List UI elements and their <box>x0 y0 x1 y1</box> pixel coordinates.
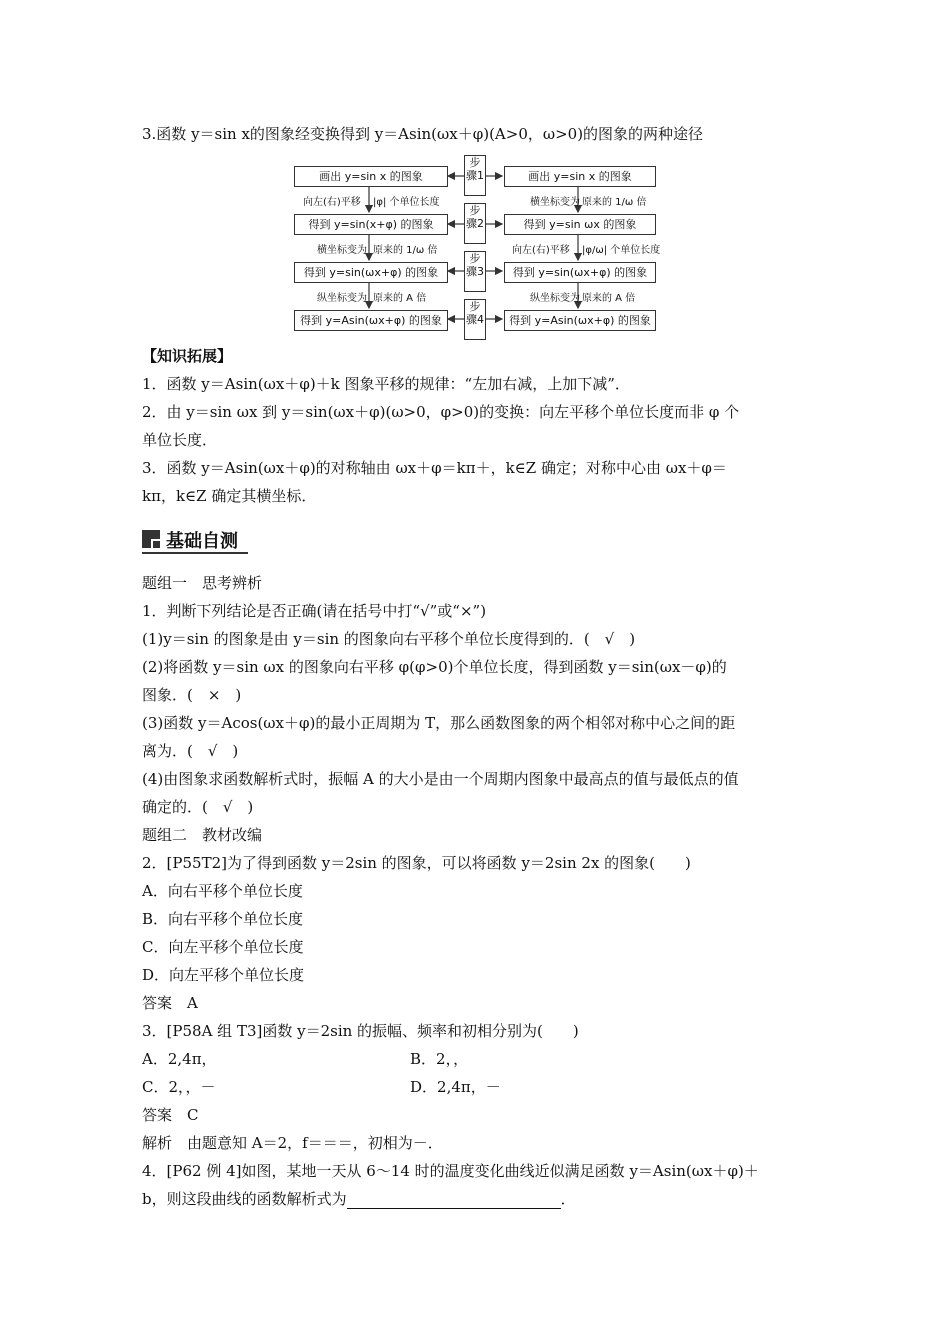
q3-option-c: C．2，，－ <box>142 1078 216 1096</box>
q3-analysis: 解析 由题意知 A＝2，f＝＝＝，初相为－． <box>142 1134 443 1152</box>
q3-option-d: D．2,4π，－ <box>410 1078 501 1096</box>
q4-stem-b <box>142 1189 576 1209</box>
q2-option-a: A．向右平移个单位长度 <box>142 882 303 900</box>
right-arrow-3-a: 纵坐标变为 <box>530 293 580 304</box>
step-4: 步骤4 <box>464 299 486 340</box>
right-box-2: 得到 y=sin ωx 的图象 <box>504 214 656 235</box>
right-arrow-2-b: |φ/ω| 个单位长度 <box>582 245 661 256</box>
left-box-3: 得到 y=sin(ωx+φ) 的图象 <box>294 262 448 283</box>
left-arrow-3-b: 原来的 A 倍 <box>373 293 427 304</box>
left-box-2: 得到 y=sin(x+φ) 的图象 <box>294 214 448 235</box>
q2-answer: 答案 A <box>142 994 198 1012</box>
q1-stem: 1．判断下列结论是否正确(请在括号中打“√”或“×”) <box>142 602 487 620</box>
ext-line-3b: kπ，k∈Z 确定其横坐标． <box>142 487 317 505</box>
section-title: 基础自测 <box>166 531 238 552</box>
ext-line-2b: 单位长度． <box>142 431 218 449</box>
left-arrow-1-a: 向左(右)平移 <box>303 197 361 208</box>
ext-title: 【知识拓展】 <box>142 347 233 365</box>
q4-stem-a: 4．[P62 例 4]如图，某地一天从 6～14 时的温度变化曲线近似满足函数 y＝Asin(ωx＋φ)＋ <box>142 1162 759 1180</box>
q1-item-2b: 图象．( × ) <box>142 686 242 704</box>
q1-item-4a: (4)由图象求函数解析式时，振幅 A 的大小是由一个周期内图象中最高点的值与最低点的值 <box>142 770 739 788</box>
group2-title: 题组二 教材改编 <box>142 826 263 844</box>
left-arrow-2-b: 原来的 1/ω 倍 <box>373 245 438 256</box>
q4-answer-blank[interactable] <box>347 1193 561 1209</box>
q3-answer: 答案 C <box>142 1106 199 1124</box>
left-arrow-2-a: 横坐标变为 <box>317 245 367 256</box>
step-2: 步骤2 <box>464 203 486 244</box>
heading-3: 3.函数 y＝sin x的图象经变换得到 y＝Asin(ωx＋φ)(A>0，ω>0)的图象的两种途径 <box>142 125 704 143</box>
step-1: 步骤1 <box>464 155 486 196</box>
left-arrow-3-a: 纵坐标变为 <box>317 293 367 304</box>
q2-stem: 2．[P55T2]为了得到函数 y＝2sin 的图象，可以将函数 y＝2sin 2x 的图象( ) <box>142 854 691 872</box>
ext-line-3a: 3．函数 y＝Asin(ωx＋φ)的对称轴由 ωx＋φ＝kπ＋，k∈Z 确定；对称中心由 ωx＋φ＝ <box>142 459 727 477</box>
left-box-1: 画出 y=sin x 的图象 <box>294 166 448 187</box>
q1-item-1: (1)y＝sin 的图象是由 y＝sin 的图象向右平移个单位长度得到的．( √ ) <box>142 630 636 648</box>
group1-title: 题组一 思考辨析 <box>142 574 263 592</box>
section-icon-inner <box>153 541 160 548</box>
q1-item-3b: 离为．( √ ) <box>142 742 239 760</box>
q4-stem-b-text: b，则这段曲线的函数解析式为 <box>142 1190 347 1208</box>
q3-option-b: B．2，， <box>410 1050 469 1068</box>
left-arrow-1-b: |φ| 个单位长度 <box>373 197 440 208</box>
right-arrow-1-a: 横坐标变为 <box>530 197 580 208</box>
q3-option-a: A．2,4π， <box>142 1050 217 1068</box>
right-arrow-1-b: 原来的 1/ω 倍 <box>582 197 647 208</box>
right-box-4: 得到 y=Asin(ωx+φ) 的图象 <box>504 310 656 331</box>
q2-option-b: B．向右平移个单位长度 <box>142 910 304 928</box>
q2-option-c: C．向左平移个单位长度 <box>142 938 304 956</box>
q1-item-3a: (3)函数 y＝Acos(ωx＋φ)的最小正周期为 T，那么函数图象的两个相邻对称中心之间的距 <box>142 714 736 732</box>
right-box-3: 得到 y=sin(ωx+φ) 的图象 <box>504 262 656 283</box>
ext-line-1: 1．函数 y＝Asin(ωx＋φ)＋k 图象平移的规律：“左加右减，上加下减”． <box>142 375 630 393</box>
q2-option-d: D．向左平移个单位长度 <box>142 966 305 984</box>
q1-item-4b: 确定的．( √ ) <box>142 798 254 816</box>
step-3: 步骤3 <box>464 251 486 292</box>
right-box-1: 画出 y=sin x 的图象 <box>504 166 656 187</box>
ext-line-2a: 2．由 y＝sin ωx 到 y＝sin(ωx＋φ)(ω>0，φ>0)的变换：向左平移个单位长度而非 φ 个 <box>142 403 740 421</box>
q3-stem: 3．[P58A 组 T3]函数 y＝2sin 的振幅、频率和初相分别为( ) <box>142 1022 579 1040</box>
q4-stem-end: ． <box>560 1190 576 1208</box>
right-arrow-3-b: 原来的 A 倍 <box>582 293 636 304</box>
right-arrow-2-a: 向左(右)平移 <box>512 245 570 256</box>
q1-item-2a: (2)将函数 y＝sin ωx 的图象向右平移 φ(φ>0)个单位长度，得到函数 y＝sin(ωx－φ)的 <box>142 658 727 676</box>
left-box-4: 得到 y=Asin(ωx+φ) 的图象 <box>294 310 448 331</box>
section-rule <box>142 552 248 554</box>
